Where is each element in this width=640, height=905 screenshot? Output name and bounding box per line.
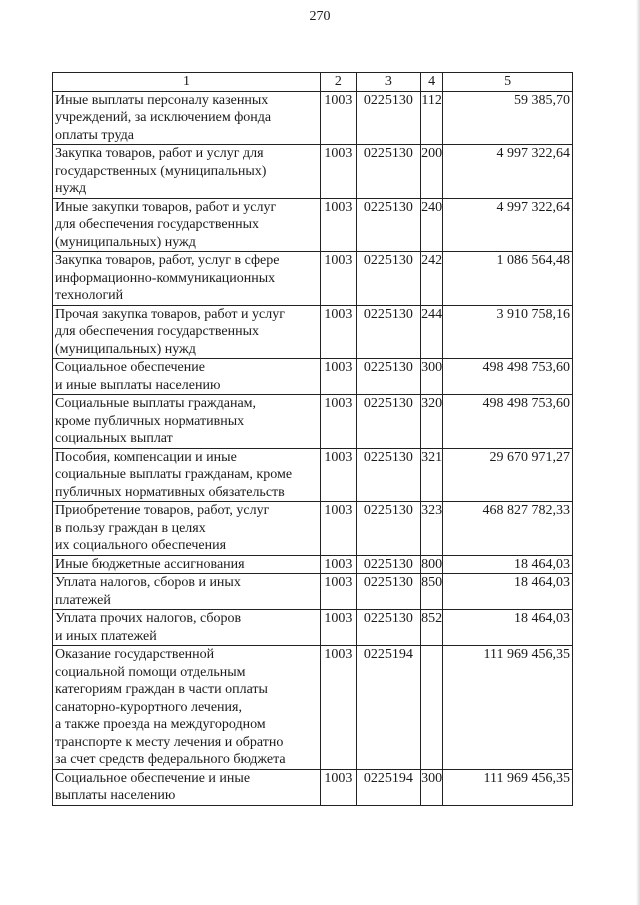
target-article-code: 0225130 <box>356 359 420 395</box>
description-line: за счет средств федерального бюджета <box>55 752 286 767</box>
description-line: Социальное обеспечение <box>55 360 205 375</box>
row-description <box>53 646 321 770</box>
description-line: Социальные выплаты гражданам, <box>55 396 257 411</box>
target-article-code: 0225130 <box>356 145 420 199</box>
row-description <box>53 769 321 805</box>
row-description <box>53 305 321 359</box>
table-row <box>53 359 573 395</box>
expense-type-code: 850 <box>421 574 443 610</box>
expense-type-code: 240 <box>421 198 443 252</box>
page-number: 270 <box>309 9 331 24</box>
amount-value: 498 498 753,60 <box>443 359 573 395</box>
expense-type-code: 320 <box>421 395 443 449</box>
target-article-code: 0225130 <box>356 555 420 574</box>
description-line: и иные выплаты населению <box>55 377 221 393</box>
target-article-code: 0225130 <box>356 448 420 502</box>
target-article-code: 0225194 <box>356 769 420 805</box>
row-description <box>53 91 321 145</box>
row-description <box>53 448 321 502</box>
target-article-code: 0225130 <box>356 574 420 610</box>
amount-value: 29 670 971,27 <box>443 448 573 502</box>
section-code: 1003 <box>320 395 356 449</box>
description-line: их социального обеспечения <box>55 538 227 553</box>
target-article-code: 0225130 <box>356 610 420 646</box>
description-line: Уплата прочих налогов, сборов <box>55 611 242 626</box>
target-article-code: 0225130 <box>356 198 420 252</box>
section-code: 1003 <box>320 198 356 252</box>
amount-value: 1 086 564,48 <box>443 252 573 306</box>
description-line: санаторно-курортного лечения, <box>55 699 242 715</box>
table-row <box>53 448 573 502</box>
description-line: (муниципальных) нужд <box>55 234 196 250</box>
column-header: 1 <box>53 73 321 92</box>
description-line: Прочая закупка товаров, работ и услуг <box>55 306 285 322</box>
row-description <box>53 502 321 556</box>
section-code: 1003 <box>320 252 356 306</box>
section-code: 1003 <box>320 91 356 145</box>
target-article-code: 0225130 <box>356 395 420 449</box>
row-description <box>53 359 321 395</box>
expense-type-code: 242 <box>421 252 443 306</box>
expense-type-code: 200 <box>421 145 443 199</box>
section-code: 1003 <box>320 502 356 556</box>
amount-value: 111 969 456,35 <box>443 769 573 805</box>
description-line: социальной помощи отдельным <box>55 664 246 680</box>
expense-type-code <box>421 646 443 770</box>
description-line: Приобретение товаров, работ, услуг <box>55 503 270 518</box>
description-line: Закупка товаров, работ и услуг для <box>55 146 264 161</box>
description-line: выплаты населению <box>55 788 176 803</box>
description-line: платежей <box>55 592 111 608</box>
expense-type-code: 800 <box>421 556 443 572</box>
amount-value: 18 464,03 <box>443 555 573 574</box>
description-line: учреждений, за исключением фонда <box>55 110 272 125</box>
description-line: Иные закупки товаров, работ и услуг <box>55 199 277 215</box>
table-row <box>53 555 573 574</box>
target-article-code: 0225130 <box>356 305 420 359</box>
amount-value: 4 997 322,64 <box>443 145 573 199</box>
table-row <box>53 574 573 610</box>
target-article-code: 0225130 <box>356 502 420 556</box>
table-row <box>53 252 573 306</box>
description-line: Оказание государственной <box>55 647 215 662</box>
column-header: 5 <box>443 73 573 92</box>
description-line: кроме публичных нормативных <box>55 413 245 429</box>
section-code: 1003 <box>320 555 356 574</box>
amount-value: 18 464,03 <box>443 610 573 646</box>
description-line: а также проезда на междугородном <box>55 717 266 732</box>
description-line: социальные выплаты гражданам, кроме <box>55 467 293 482</box>
table-header-row <box>53 73 573 92</box>
table-row <box>53 769 573 805</box>
table-row <box>53 395 573 449</box>
column-header: 4 <box>421 73 443 92</box>
expense-type-code: 244 <box>421 305 443 359</box>
amount-value: 111 969 456,35 <box>443 646 573 770</box>
amount-value: 18 464,03 <box>443 574 573 610</box>
row-description <box>53 395 321 449</box>
table-row <box>53 305 573 359</box>
section-code: 1003 <box>320 448 356 502</box>
expense-type-code: 300 <box>421 359 443 395</box>
expense-type-code: 323 <box>421 502 443 556</box>
description-line: публичных нормативных обязательств <box>55 484 285 500</box>
description-line: Уплата налогов, сборов и иных <box>55 575 241 590</box>
description-line: оплаты труда <box>55 127 134 143</box>
column-header: 3 <box>356 73 420 92</box>
table-row <box>53 145 573 199</box>
table-row <box>53 610 573 646</box>
description-line: нужд <box>55 181 87 196</box>
amount-value: 4 997 322,64 <box>443 198 573 252</box>
budget-table <box>52 72 573 806</box>
section-code: 1003 <box>320 359 356 395</box>
row-description <box>53 145 321 199</box>
row-description <box>53 610 321 646</box>
description-line: Иные бюджетные ассигнования <box>55 556 245 572</box>
target-article-code: 0225130 <box>356 252 420 306</box>
row-description <box>53 555 321 574</box>
section-code: 1003 <box>320 646 356 770</box>
table-row <box>53 646 573 770</box>
expense-type-code: 852 <box>421 610 443 646</box>
section-code: 1003 <box>320 769 356 805</box>
description-line: социальных выплат <box>55 431 173 446</box>
target-article-code: 0225130 <box>356 91 420 145</box>
expense-type-code: 112 <box>421 91 443 145</box>
description-line: в пользу граждан в целях <box>55 520 206 536</box>
description-line: и иных платежей <box>55 628 157 644</box>
description-line: категориям граждан в части оплаты <box>55 682 268 697</box>
description-line: для обеспечения государственных <box>55 324 259 339</box>
column-header: 2 <box>320 73 356 92</box>
description-line: Пособия, компенсации и иные <box>55 449 237 465</box>
section-code: 1003 <box>320 145 356 199</box>
page-edge-shadow <box>636 0 640 905</box>
description-line: информационно-коммуникационных <box>55 270 276 286</box>
description-line: технологий <box>55 288 124 303</box>
row-description <box>53 198 321 252</box>
row-description <box>53 574 321 610</box>
expense-type-code: 321 <box>421 448 443 502</box>
description-line: государственных (муниципальных) <box>55 163 267 179</box>
table-row <box>53 502 573 556</box>
description-line: Иные выплаты персоналу казенных <box>55 92 269 108</box>
table-body <box>53 91 573 805</box>
amount-value: 3 910 758,16 <box>443 305 573 359</box>
amount-value: 59 385,70 <box>443 91 573 145</box>
description-line: для обеспечения государственных <box>55 217 259 232</box>
row-description <box>53 252 321 306</box>
table-row <box>53 91 573 145</box>
description-line: (муниципальных) нужд <box>55 341 196 357</box>
amount-value: 498 498 753,60 <box>443 395 573 449</box>
description-line: Закупка товаров, работ, услуг в сфере <box>55 253 280 268</box>
table-row <box>53 198 573 252</box>
expense-type-code: 300 <box>421 769 443 805</box>
description-line: транспорте к месту лечения и обратно <box>55 734 284 750</box>
section-code: 1003 <box>320 610 356 646</box>
amount-value: 468 827 782,33 <box>443 502 573 556</box>
description-line: Социальное обеспечение и иные <box>55 770 251 786</box>
section-code: 1003 <box>320 305 356 359</box>
target-article-code: 0225194 <box>356 646 420 770</box>
section-code: 1003 <box>320 574 356 610</box>
